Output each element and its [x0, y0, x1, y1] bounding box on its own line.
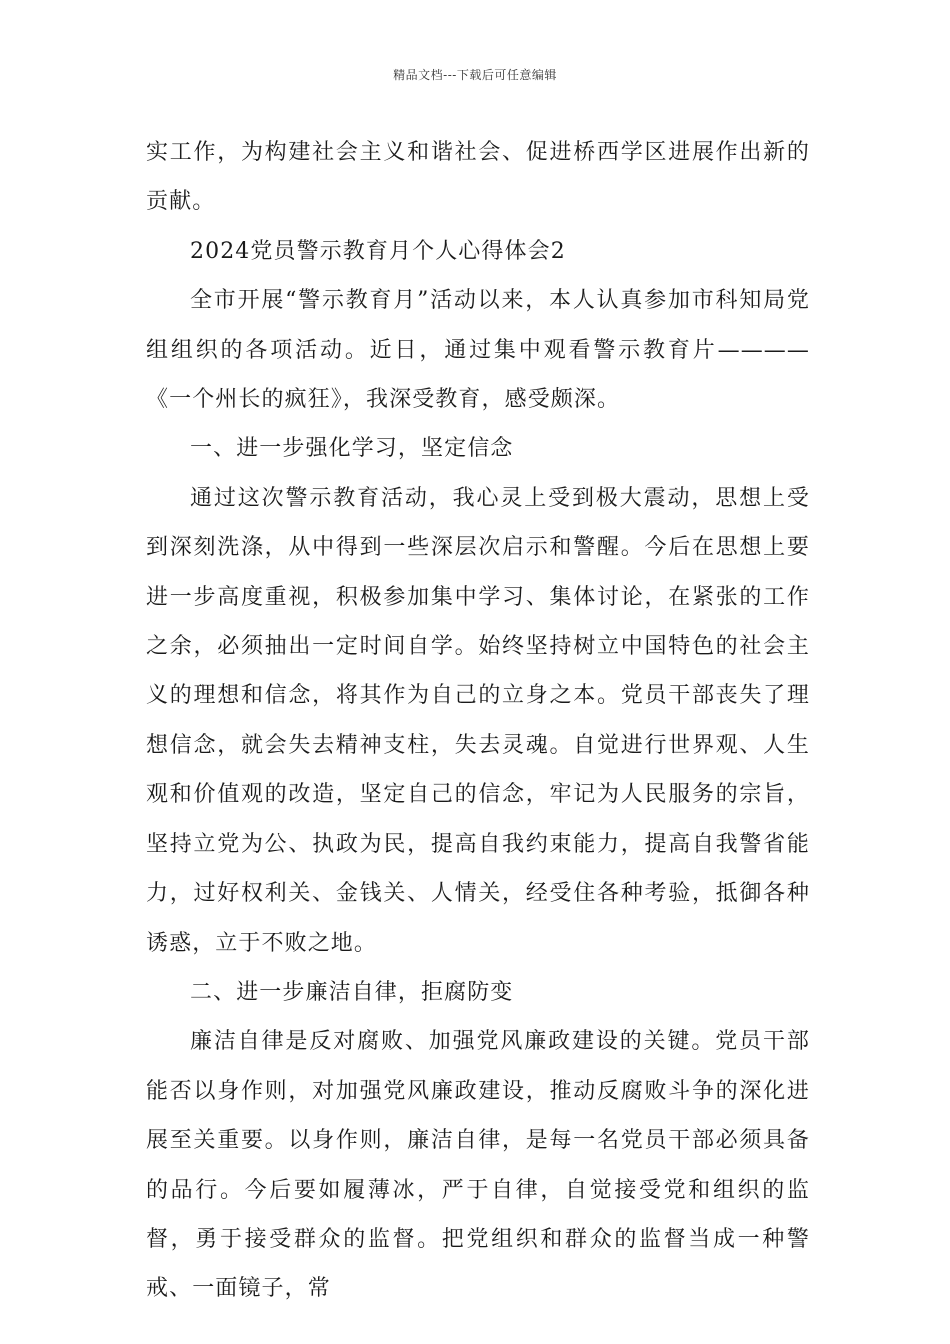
paragraph-intro: 全市开展“警示教育月”活动以来，本人认真参加市科知局党组组织的各项活动。近日，通过集中观看警示教育片————《一个州长的疯狂》，我深受教育，感受颇深。: [146, 288, 810, 413]
paragraph-study: 通过这次警示教育活动，我心灵上受到极大震动，思想上受到深刻洗涤，从中得到一些深层次启示和警醒。今后在思想上要进一步高度重视，积极参加集中学习、集体讨论，在紧张的工作之余，必须抽出一定时间自学。始终坚持树立中国特色的社会主义的理想和信念，将其作为自己的立身之本。党员干部丧失了理想信念，就会失去精神支柱，失去灵魂。自觉进行世界观、人生观和价值观的改造，坚定自己的信念，牢记为人民服务的宗旨，坚持立党为公、执政为民，提高自我约束能力，提高自我警省能力，过好权利关、金钱关、人情关，经受住各种考验，抵御各种诱惑，立于不败之地。: [146, 485, 810, 956]
subheading-two: 二、进一步廉洁自律，拒腐防变: [190, 979, 514, 1005]
subheading-one: 一、进一步强化学习，坚定信念: [190, 436, 514, 462]
section-title: 2024党员警示教育月个人心得体会2: [190, 238, 566, 264]
document-body: [146, 128, 810, 1314]
paragraph-integrity: 廉洁自律是反对腐败、加强党风廉政建设的关键。党员干部能否以身作则，对加强党风廉政建设，推动反腐败斗争的深化进展至关重要。以身作则，廉洁自律，是每一名党员干部必须具备的品行。今后要如履薄冰，严于自律，自觉接受党和组织的监督，勇于接受群众的监督。把党组织和群众的监督当成一种警戒、一面镜子，常: [146, 1029, 810, 1302]
page-header: 精品文档---下载后可任意编辑: [393, 68, 557, 82]
paragraph-continuation: 实工作，为构建社会主义和谐社会、促进桥西学区进展作出新的贡献。: [146, 140, 810, 215]
